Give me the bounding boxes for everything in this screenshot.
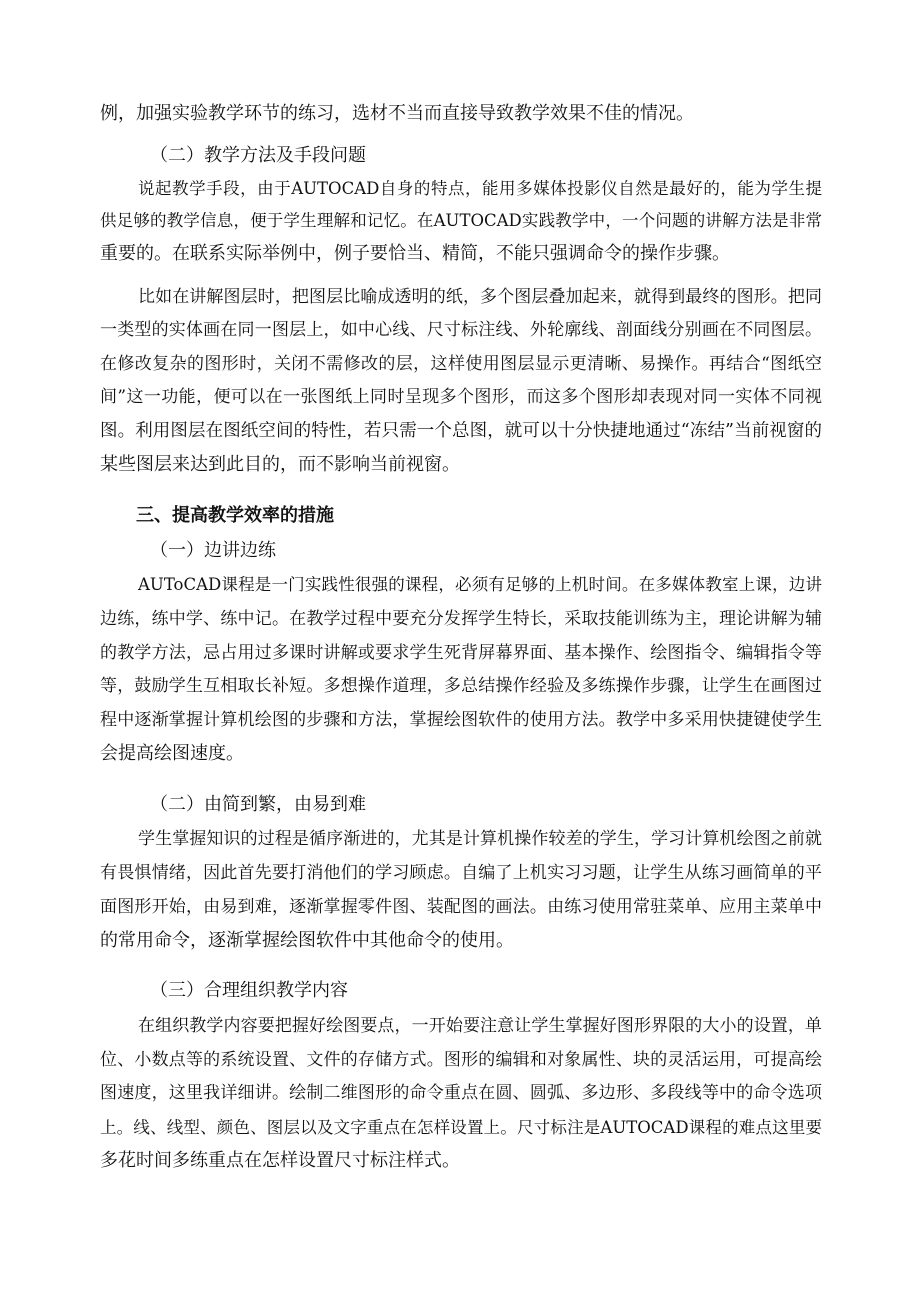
section-subheading: （三）合理组织教学内容 bbox=[150, 980, 348, 1001]
text-line: 比如在讲解图层时，把图层比喻成透明的纸，多个图层叠加起来，就得到最终的图形。把同 bbox=[138, 287, 822, 307]
section-subheading: （二）教学方法及手段问题 bbox=[150, 145, 366, 166]
text-line: 一类型的实体画在同一图层上，如中心线、尺寸标注线、外轮廓线、剖面线分别画在不同图层。 bbox=[100, 320, 822, 340]
section-subheading: （二）由简到繁，由易到难 bbox=[150, 794, 366, 815]
text-line: 在组织教学内容要把握好绘图要点，一开始要注意让学生掌握好图形界限的大小的设置，单 bbox=[138, 1016, 822, 1036]
text-line: 说起教学手段，由于AUTOCAD自身的特点，能用多媒体投影仪自然是最好的，能为学生提 bbox=[138, 179, 822, 198]
text-line: 边练，练中学、练中记。在教学过程中要充分发挥学生特长，采取技能训练为主，理论讲解为辅 bbox=[100, 609, 822, 629]
text-line: 某些图层来达到此目的，而不影响当前视窗。 bbox=[100, 454, 460, 475]
text-line: 的教学方法，忌占用过多课时讲解或要求学生死背屏幕界面、基本操作、绘图指令、编辑指令等 bbox=[100, 643, 822, 663]
text-line: 位、小数点等的系统设置、文件的存储方式。图形的编辑和对象属性、块的灵活运用，可提高绘 bbox=[100, 1050, 822, 1070]
text-line: 供足够的教学信息，便于学生理解和记忆。在AUTOCAD实践教学中，一个问题的讲解方法是非常 bbox=[100, 211, 822, 230]
text-line: 例，加强实验教学环节的练习，选材不当而直接导致教学效果不佳的情况。 bbox=[100, 103, 694, 124]
text-line: 间”这一功能，便可以在一张图纸上同时呈现多个图形，而这多个图形却表现对同一实体不同视 bbox=[100, 387, 822, 407]
text-line: 上。线、线型、颜色、图层以及文字重点在怎样设置上。尺寸标注是AUTOCAD课程的难点这里要 bbox=[100, 1118, 822, 1137]
text-line: 等，鼓励学生互相取长补短。多想操作道理，多总结操作经验及多练操作步骤，让学生在画图过 bbox=[100, 676, 822, 696]
text-line: 图。利用图层在图纸空间的特性，若只需一个总图，就可以十分快捷地通过“冻结”当前视窗的 bbox=[100, 421, 822, 441]
text-line: 重要的。在联系实际举例中，例子要恰当、精简，不能只强调命令的操作步骤。 bbox=[100, 243, 730, 264]
text-line: AUToCAD课程是一门实践性很强的课程，必须有足够的上机时间。在多媒体教室上课，边讲 bbox=[138, 575, 822, 594]
text-line: 图速度，这里我详细讲。绘制二维图形的命令重点在圆、圆弧、多边形、多段线等中的命令选项 bbox=[100, 1083, 822, 1103]
text-line: 多花时间多练重点在怎样设置尺寸标注样式。 bbox=[100, 1150, 460, 1171]
text-line: 会提高绘图速度。 bbox=[100, 743, 244, 764]
text-line: 程中逐渐掌握计算机绘图的步骤和方法，掌握绘图软件的使用方法。教学中多采用快捷键使学生 bbox=[100, 710, 822, 730]
text-line: 有畏惧情绪，因此首先要打消他们的学习顾虑。自编了上机实习习题，让学生从练习画简单的平 bbox=[100, 863, 822, 883]
section-heading: 三、提高教学效率的措施 bbox=[136, 505, 334, 526]
text-line: 在修改复杂的图形时，关闭不需修改的层，这样使用图层显示更清晰、易操作。再结合“图纸空 bbox=[100, 354, 822, 374]
text-line: 面图形开始，由易到难，逐渐掌握零件图、装配图的画法。由练习使用常驻菜单、应用主菜单中 bbox=[100, 897, 822, 917]
text-line: 的常用命令，逐渐掌握绘图软件中其他命令的使用。 bbox=[100, 930, 514, 951]
text-line: 学生掌握知识的过程是循序渐进的，尤其是计算机操作较差的学生，学习计算机绘图之前就 bbox=[138, 829, 822, 849]
section-subheading: （一）边讲边练 bbox=[150, 540, 276, 561]
